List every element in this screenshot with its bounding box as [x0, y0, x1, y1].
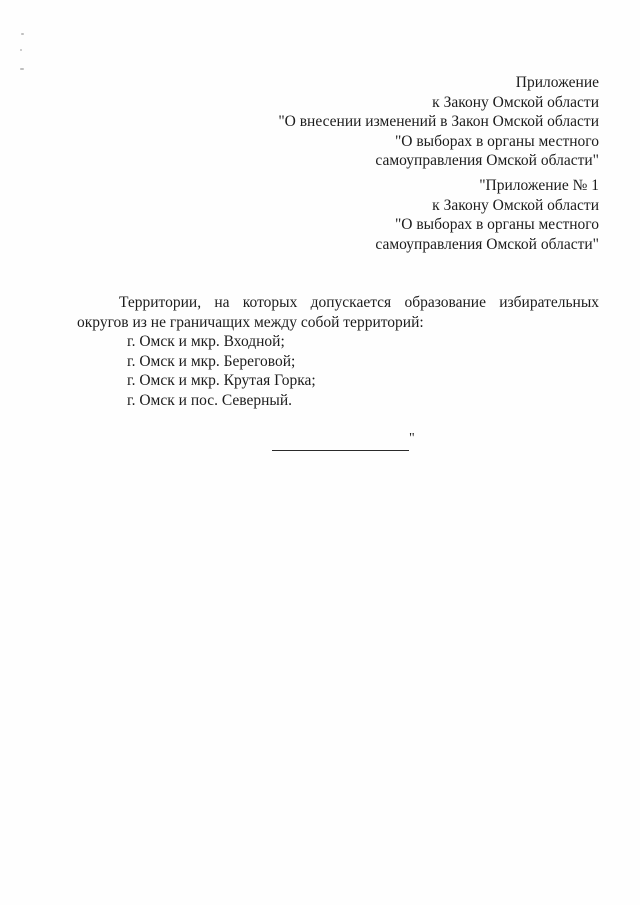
appendix-header [278, 73, 599, 171]
territory-item: г. Омск и пос. Северный. [127, 391, 293, 409]
appendix-1-header-line: к Закону Омской области [432, 196, 599, 214]
territories-section [77, 293, 599, 410]
territory-item: г. Омск и мкр. Крутая Горка; [127, 372, 316, 389]
scan-speck [20, 49, 22, 51]
appendix-header-line: "О выборах в органы местного [394, 132, 599, 150]
appendix-1-header-line: "О выборах в органы местного [394, 216, 599, 233]
closing-quote: " [409, 431, 415, 446]
appendix-header-line: к Закону Омской области [432, 93, 599, 111]
appendix-header-line: самоуправления Омской области" [375, 152, 599, 169]
appendix-1-header-line: "Приложение № 1 [479, 177, 599, 194]
closing-rule [272, 450, 409, 451]
scan-speck [21, 33, 24, 35]
scan-speck [20, 68, 24, 70]
appendix-header-line: "О внесении изменений в Закон Омской области [278, 113, 599, 130]
territory-item: г. Омск и мкр. Береговой; [127, 352, 296, 370]
appendix-1-header-line: самоуправления Омской области" [375, 235, 599, 253]
appendix-1-header [375, 176, 599, 254]
territories-intro: Территории, на которых допускается образование избирательных округов из не граничащих между собой территорий: [77, 294, 599, 331]
territory-item: г. Омск и мкр. Входной; [127, 333, 285, 350]
closing-mark [272, 429, 432, 453]
territory-list [77, 332, 599, 410]
appendix-header-line: Приложение [515, 74, 599, 91]
